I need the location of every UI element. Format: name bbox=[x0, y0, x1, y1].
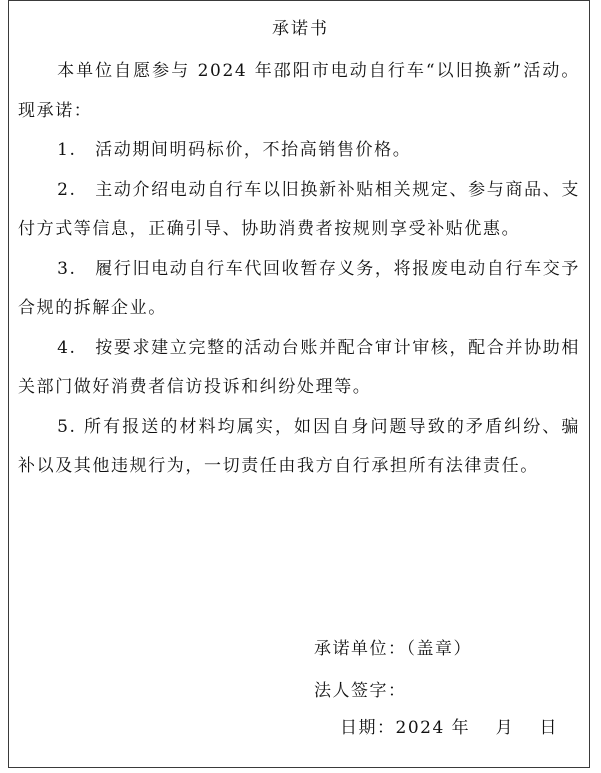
commitment-item-4: 4. 按要求建立完整的活动台账并配合审计审核，配合并协助相关部门做好消费者信访投诉和纠纷处理等。 bbox=[18, 337, 580, 397]
signature-date: 日期：2024 年 月 日 bbox=[340, 718, 558, 738]
signature-legal-rep: 法人签字： bbox=[314, 681, 407, 701]
intro-paragraph: 本单位自愿参与 2024 年邵阳市电动自行车“以旧换新”活动。现承诺： bbox=[18, 61, 580, 121]
commitment-item-5: 5. 所有报送的材料均属实，如因自身问题导致的矛盾纠纷、骗补以及其他违规行为，一切责任由我方自行承担所有法律责任。 bbox=[18, 416, 580, 476]
commitment-item-3: 3. 履行旧电动自行车代回收暂存义务，将报废电动自行车交予合规的拆解企业。 bbox=[18, 258, 580, 318]
signature-unit: 承诺单位：（盖章） bbox=[314, 639, 472, 659]
document-body bbox=[18, 52, 580, 487]
document-title: 承诺书 bbox=[272, 19, 329, 39]
commitment-item-1: 1. 活动期间明码标价，不抬高销售价格。 bbox=[57, 140, 412, 160]
commitment-item-2: 2. 主动介绍电动自行车以旧换新补贴相关规定、参与商品、支付方式等信息，正确引导、协助消费者按规则享受补贴优惠。 bbox=[18, 179, 580, 239]
